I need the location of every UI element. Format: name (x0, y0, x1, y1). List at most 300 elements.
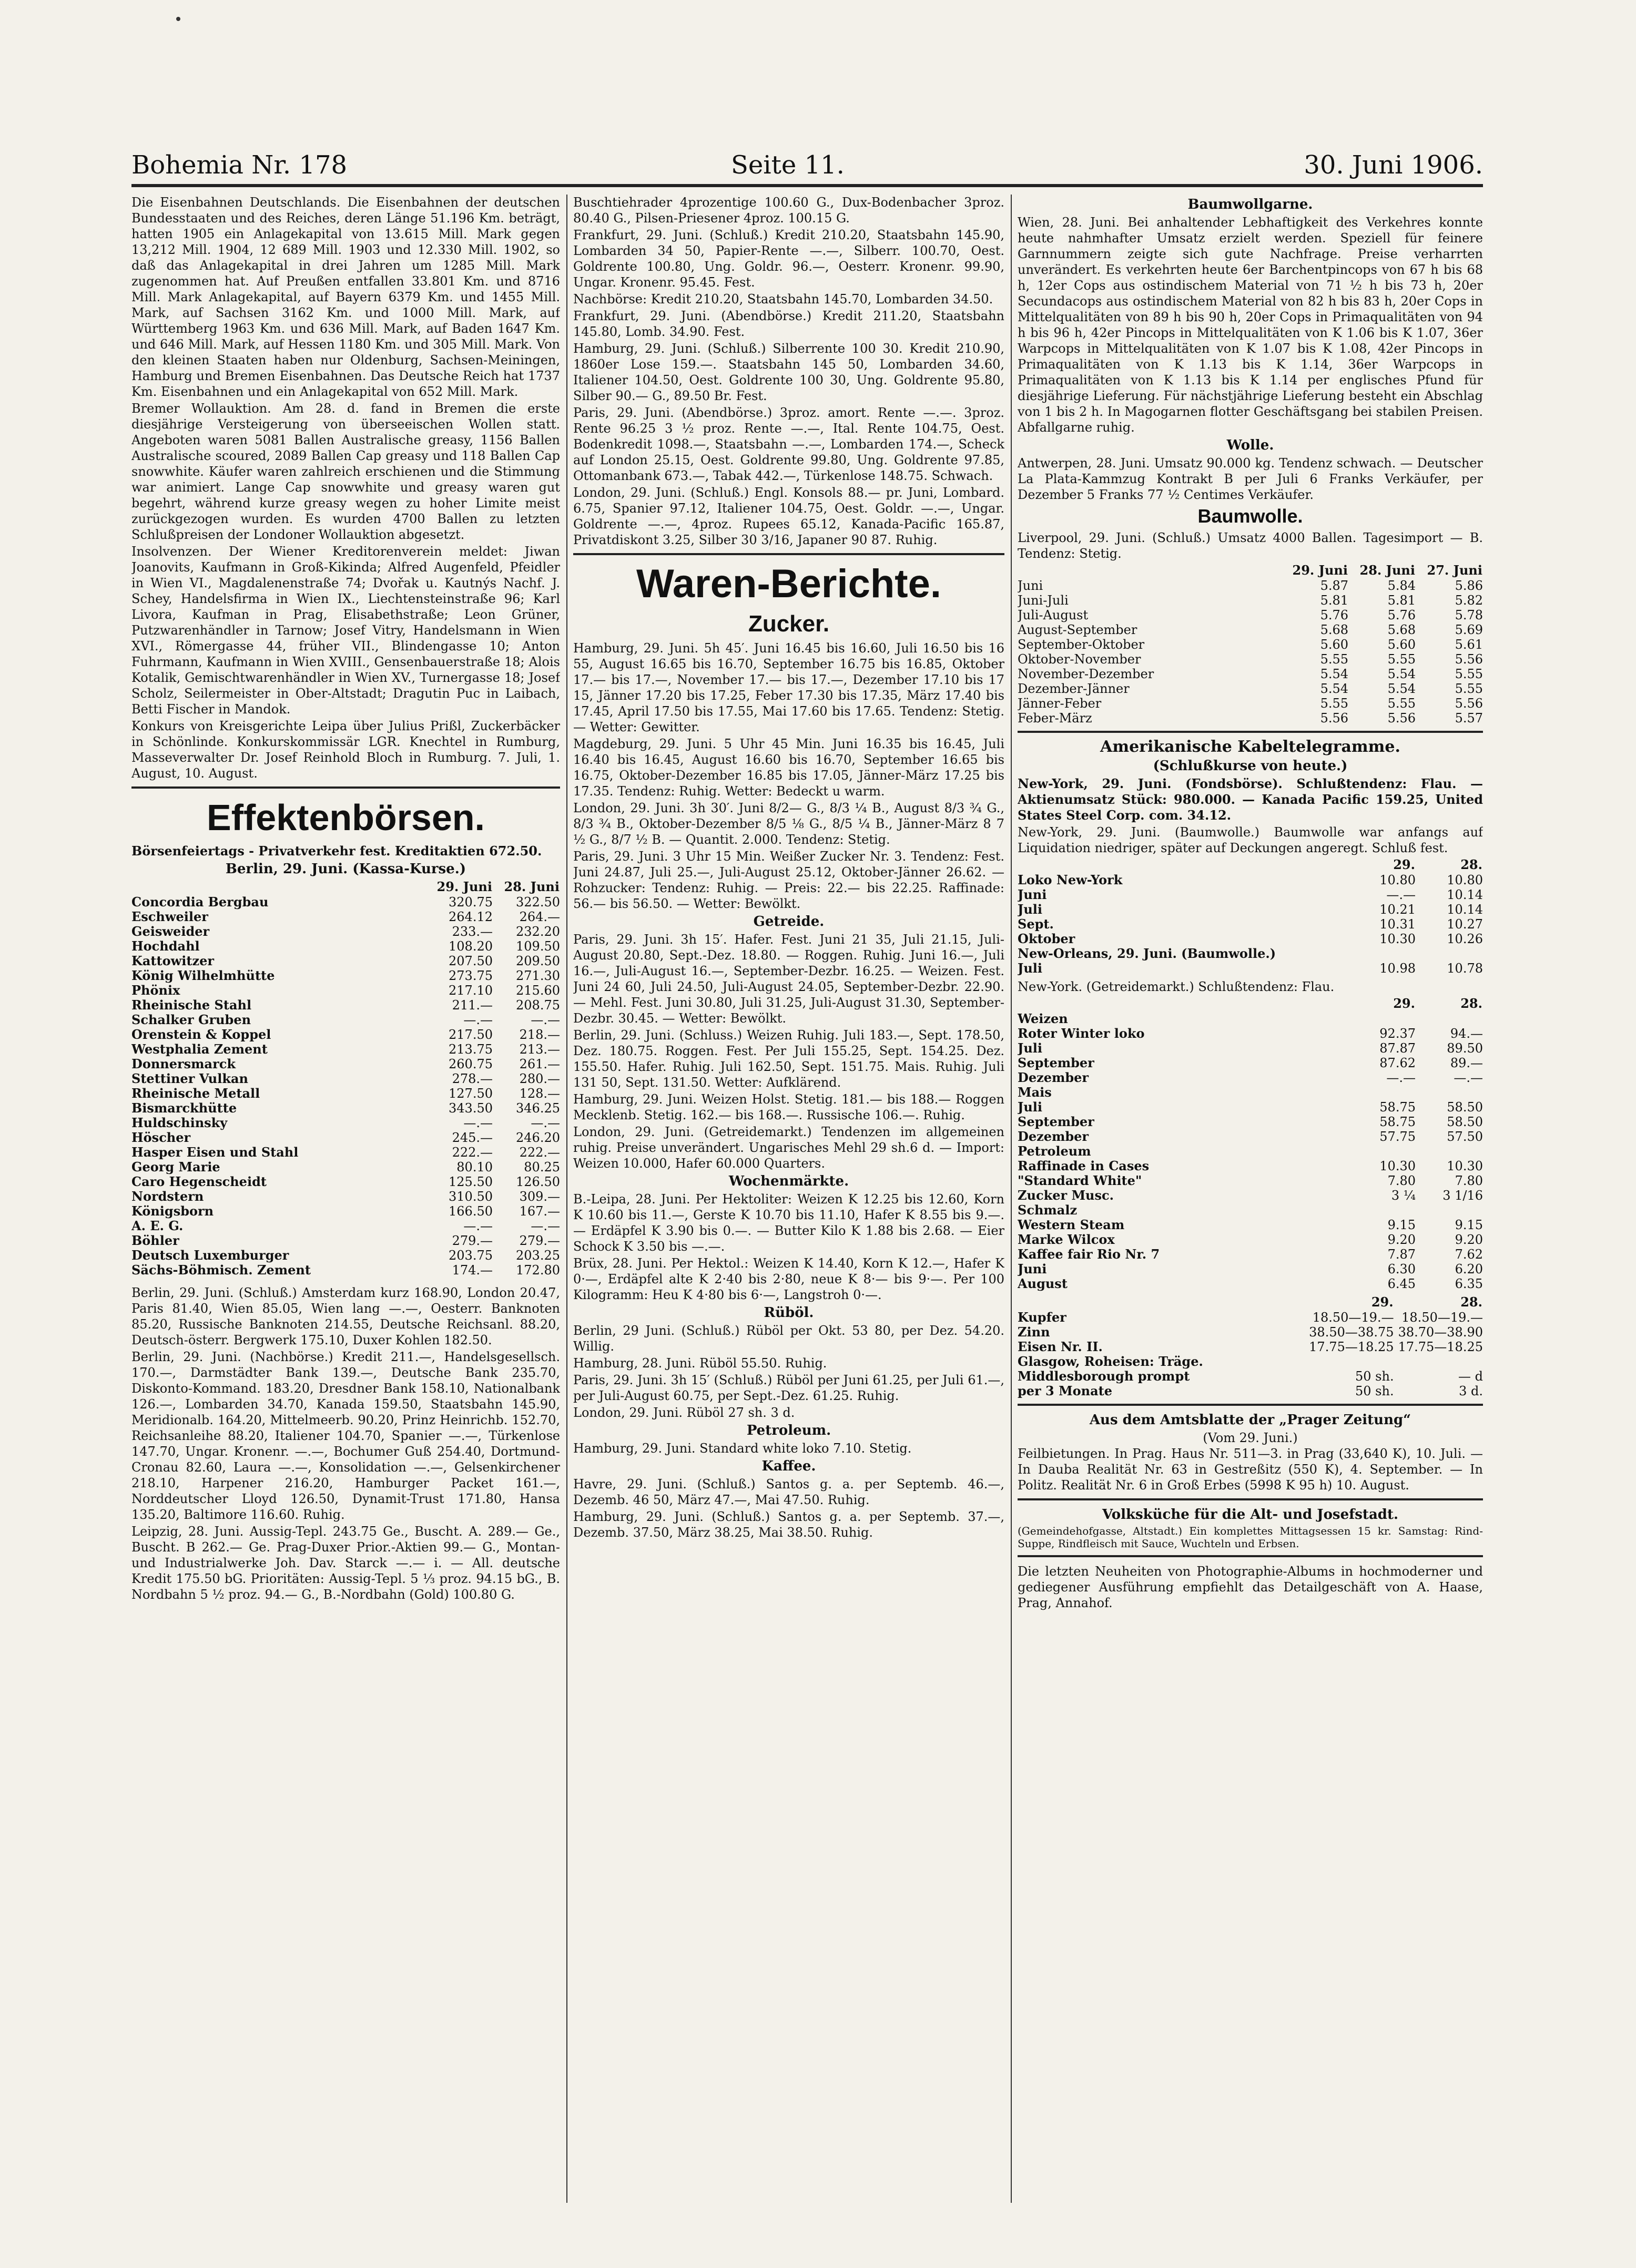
table-row (1018, 887, 1483, 902)
row-label: Zinn (1018, 1324, 1050, 1340)
row-value: 10.26 (1447, 932, 1483, 946)
petroleum-title: Petroleum. (746, 1423, 831, 1438)
row-label: Roter Winter loko (1018, 1026, 1145, 1041)
row-label: Western Steam (1018, 1217, 1125, 1232)
row-value: 125.50 (449, 1174, 493, 1189)
row-value: —.— (531, 1013, 560, 1027)
row-value: 58.50 (1447, 1100, 1483, 1115)
table-row (1018, 1276, 1483, 1291)
table-row (131, 1057, 560, 1071)
getreide-title: Getreide. (753, 914, 825, 929)
table-row (1018, 1056, 1483, 1070)
row-label: Höscher (131, 1130, 191, 1145)
table-row (131, 1027, 560, 1042)
row-value: — d (1458, 1369, 1483, 1384)
row-value: 5.86 (1455, 578, 1483, 593)
row-label: Nordstern (131, 1189, 204, 1204)
liverpool-report: Liverpool, 29. Juni. (Schluß.) Umsatz 4000 Ballen. Tagesimport — B. Tendenz: Stetig. (1018, 530, 1483, 561)
row-value: 128.— (519, 1086, 560, 1101)
row-value: 203.75 (449, 1248, 493, 1263)
row-label: Kaffee fair Rio Nr. 7 (1018, 1247, 1160, 1262)
table-row (1018, 1012, 1483, 1026)
section-rule (1018, 731, 1483, 733)
liverpool-table (1018, 563, 1483, 726)
row-value: 5.87 (1320, 578, 1348, 593)
row-label: Orenstein & Koppel (131, 1027, 271, 1042)
kabel-title: Amerikanische Kabeltelegramme. (1100, 738, 1400, 756)
table-row (1018, 1218, 1483, 1232)
table-row (1018, 637, 1483, 652)
table-row (1018, 873, 1483, 887)
row-label: Oktober (1018, 931, 1075, 946)
row-label: Kupfer (1018, 1310, 1066, 1325)
row-value: 343.50 (449, 1101, 493, 1116)
row-value: 10.30 (1379, 932, 1416, 946)
row-value: 310.50 (449, 1189, 493, 1204)
row-label: Juli (1018, 902, 1043, 917)
row-label: Geisweider (131, 924, 210, 939)
row-value: 264.— (519, 910, 560, 924)
row-label: "Standard White" (1018, 1173, 1142, 1188)
article-insolvenzen: Insolvenzen. Der Wiener Kreditorenverein meldet: Jiwan Joanovits, Kaufmann in Groß-Kikinda; Alfred Augenfeld, Pfeidler in Wien VI., Magdalenenstraße 74; Dvořak u. Kautnýs Nachf. J. Schey, Handelsfirma in Wien IX., Liechtensteinstraße 96; Karl Livora, Kaufman in Prag, Elisabethstraße; Leon Grüner, Putzwarenhändler in Tarnow; Josef Vitry, Handelsmann in Wien XVI., Römergasse 44, früher VII., Blindengasse 10; Anton Fuhrmann, Kaufmann in Wien XVIII., Gensenbauerstraße 18; Alois Kotalik, Gemischtwarenhändler in Wien XV., Turnergasse 18; Josef Scholz, Seilermeister in Ober-Altstadt; Dragutin Puc in Laibach, Betti Fischer in Mandok. (131, 544, 560, 717)
row-value: 271.30 (516, 968, 560, 983)
row-value: 5.81 (1387, 593, 1416, 608)
berlin-nachboerse: Berlin, 29. Juni. (Nachbörse.) Kredit 211.—, Handelsgesellsch. 170.—, Darmstädter Bank 139.—, Deutsche Bank 235.70, Diskonto-Kommand. 183.20, Dresdner Bank 158.10, Nationalbank 126.—, Lombarden 34.70, Kanada 159.50, Staatsbahn 145.90, Meridionalb. 164.20, Mittelmeerb. 90.20, Prinz Heinrichb. 152.70, Reichsanleihe 88.20, Italiener 104.70, Spanier —.—, Türkenlose 147.70, Ungar. Kronenr. —.—, Bochumer Guß 254.40, Dortmund-Cronau 82.60, Laura —.—, Konsolidation —.—, Gelsenkirchener 218.10, Harpener 216.20, Hamburger Packet 161.—, Norddeutscher Lloyd 126.50, Dynamit-Trust 171.80, Hansa 135.20, Baltimore 116.60. Ruhig. (131, 1350, 560, 1522)
row-label: Phönix (131, 983, 180, 998)
row-label: Stettiner Vulkan (131, 1071, 248, 1086)
table-row (1018, 1041, 1483, 1056)
table-row (1018, 1369, 1483, 1384)
leipzig-report: Leipzig, 28. Juni. Aussig-Tepl. 243.75 Ge., Buscht. A. 289.— Ge., Buscht. B 262.— Ge. Prag-Duxer Prior.-Aktien 99.— G., Montan- und Industrialwerke Joh. Dav. Starck —.— i. — All. deutsche Kredit 175.50 bG. Prioritäten: Aussig-Tepl. 5 ⅓ proz. 94.15 bG., B. Nordbahn 5 ½ proz. 94.— G., B.-Nordbahn (Gold) 100.80 G. (131, 1524, 560, 1602)
col-head: 29. Juni (1292, 563, 1348, 578)
table-row (131, 895, 560, 910)
table-row (1018, 1340, 1483, 1354)
row-label: Middlesborough prompt (1018, 1368, 1190, 1384)
row-value: 278.— (452, 1071, 493, 1086)
table-row (1018, 902, 1483, 917)
ny-getreide-heading: New-York. (Getreidemarkt.) Schlußtendenz: Flau. (1018, 979, 1335, 994)
section-rule (1018, 1555, 1483, 1557)
row-label: Juni (1018, 1261, 1047, 1276)
row-value: 5.55 (1320, 696, 1348, 711)
row-value: 5.82 (1455, 593, 1483, 608)
row-label: Feber-März (1018, 711, 1092, 726)
row-value: 17.75—18.25 (1398, 1340, 1483, 1354)
row-label: Kattowitzer (131, 953, 214, 968)
amtsblatt-title: Aus dem Amtsblatte der „Prager Zeitung“ (1089, 1412, 1411, 1428)
row-value: 218.— (519, 1027, 560, 1042)
table-row (1018, 696, 1483, 711)
row-label: Donnersmarck (131, 1056, 236, 1071)
row-value: 6.35 (1455, 1276, 1483, 1291)
ny-baumwolle-table (1018, 857, 1483, 976)
row-label: Juni-Juli (1018, 593, 1069, 608)
table-row (131, 1013, 560, 1027)
boerse-item: Hamburg, 29. Juni. (Schluß.) Silberrente 100 30. Kredit 210.90, 1860er Lose 159.—. Staatsbahn 145 50, Lombarden 34.60, Italiener 104.50, Oest. Goldrente 100 30, Ung. Goldrente 95.80, Silber 90.— G., 89.50 Br. Fest. (573, 341, 1004, 403)
row-label: Böhler (131, 1233, 179, 1248)
row-label: Westphalia Zement (131, 1041, 268, 1057)
row-value: 203.25 (516, 1248, 560, 1263)
kabel-subtitle: (Schlußkurse von heute.) (1153, 758, 1348, 774)
table-row (1018, 1115, 1483, 1129)
boerse-item: Buschtiehrader 4prozentige 100.60 G., Dux-Bodenbacher 3proz. 80.40 G., Pilsen-Priesener 4proz. 100.15 G. (573, 195, 1004, 226)
boerse-item: London, 29. Juni. (Schluß.) Engl. Konsols 88.— pr. Juni, Lombard. 6.75, Spanier 97.12, Italiener 104.75, Oest. Goldr. —.—, Ungar. Goldrente —.—, 4proz. Rupees 65.12, Kanada-Pacific 165.87, Privatdiskont 3.25, Silber 30 3/16, Japaner 90 87. Ruhig. (573, 485, 1004, 547)
row-value: 5.54 (1387, 667, 1416, 681)
row-label: Sept. (1018, 916, 1054, 932)
row-value: 5.68 (1387, 622, 1416, 637)
row-value (1416, 946, 1483, 961)
table-row (131, 924, 560, 939)
volkskueche-title: Volksküche für die Alt- und Josefstadt. (1102, 1507, 1399, 1523)
row-value: 5.55 (1387, 696, 1416, 711)
row-value: 5.69 (1455, 622, 1483, 637)
row-label: Dezember (1018, 1129, 1089, 1144)
row-value: 174.— (452, 1263, 493, 1278)
table-row (131, 968, 560, 983)
zucker-report: Magdeburg, 29. Juni. 5 Uhr 45 Min. Juni 16.35 bis 16.45, Juli 16.40 bis 16.45, August 16.60 bis 16.70, September 16.65 bis 16.75, Oktober-Dezember 16.85 bis 17.05, Jänner-März 17.25 bis 17.35. Tendenz: Ruhig. Wetter: Bedeckt u warm. (573, 737, 1004, 799)
row-value: 5.55 (1320, 652, 1348, 667)
row-value (1305, 1354, 1394, 1369)
table-row (1018, 932, 1483, 946)
header-center: Seite 11. (731, 150, 845, 180)
row-value: 5.78 (1455, 608, 1483, 622)
column-3 (1018, 195, 1483, 2203)
row-label: Eschweiler (131, 909, 208, 924)
row-label: Juni (1018, 578, 1043, 593)
row-value: 126.50 (516, 1174, 560, 1189)
row-value: 3 d. (1459, 1384, 1483, 1398)
col-head: 28. (1460, 1294, 1482, 1310)
row-value: 5.60 (1387, 637, 1416, 652)
row-value: 10.27 (1447, 917, 1483, 932)
table-row (131, 939, 560, 954)
header-right: 30. Juni 1906. (1304, 150, 1483, 180)
row-value: 320.75 (449, 895, 493, 910)
row-label: Marke Wilcox (1018, 1232, 1115, 1247)
row-value: 5.56 (1455, 696, 1483, 711)
berlin-kassa-table (131, 879, 560, 1278)
row-value: 10.78 (1447, 961, 1483, 976)
row-value: 87.62 (1379, 1056, 1416, 1070)
row-value: 260.75 (449, 1057, 493, 1071)
row-label: September (1018, 1114, 1094, 1129)
boerse-item: Nachbörse: Kredit 210.20, Staatsbahn 145.70, Lombarden 34.50. (573, 292, 993, 307)
row-value: 10.31 (1379, 917, 1416, 932)
row-label: Juli (1018, 1099, 1043, 1115)
table-row (1018, 1262, 1483, 1276)
table-row (1018, 667, 1483, 681)
privatverkehr: Börsenfeiertags - Privatverkehr fest. Kreditaktien 672.50. (131, 843, 542, 859)
row-value: 38.70—38.90 (1398, 1325, 1483, 1340)
row-value: 58.50 (1447, 1115, 1483, 1129)
row-value: 5.55 (1387, 652, 1416, 667)
row-value (1348, 1012, 1416, 1026)
ny-getreide-table (1018, 996, 1483, 1291)
kabel-baumwolle: New-York, 29. Juni. (Baumwolle.) Baumwolle war anfangs auf Liquidation niedriger, später auf Deckungen angeregt. Schluß fest. (1018, 825, 1483, 855)
row-value (1416, 1012, 1483, 1026)
row-value: 208.75 (516, 998, 560, 1013)
row-value: 215.60 (516, 983, 560, 998)
row-value: 3 1/16 (1442, 1188, 1483, 1203)
print-mark (176, 17, 180, 21)
row-label: Juli-August (1018, 608, 1089, 622)
table-row (131, 1160, 560, 1174)
row-label: Juli (1018, 1040, 1043, 1056)
column-1 (131, 195, 560, 2203)
table-row (131, 1189, 560, 1204)
wochenmarkt-report: B.-Leipa, 28. Juni. Per Hektoliter: Weizen K 12.25 bis 12.60, Korn K 10.60 bis 11.—, Gerste K 10.70 bis 11.10, Hafer K 8.55 bis 9.—. — Erdäpfel K 3.90 bis 0.—. — Butter Kilo K 1.88 bis 2.68. — Eier Schock K 3.50 bis —.—. (573, 1192, 1004, 1254)
row-value: 7.62 (1455, 1247, 1483, 1262)
row-value: —.— (1454, 1070, 1483, 1085)
row-label: Dezember (1018, 1070, 1089, 1085)
row-label: Juli (1018, 961, 1043, 976)
table-row (1018, 593, 1483, 608)
row-value: 245.— (452, 1130, 493, 1145)
table-row (131, 1086, 560, 1101)
row-value: 109.50 (516, 939, 560, 954)
row-value: 217.10 (449, 983, 493, 998)
row-value: 5.56 (1387, 711, 1416, 726)
row-label: Loko New-York (1018, 872, 1123, 887)
table-row (131, 1233, 560, 1248)
article-eisenbahnen: Die Eisenbahnen Deutschlands. Die Eisenbahnen der deutschen Bundesstaaten und des Reiches, deren Länge 51.196 Km. beträgt, hatten 1905 ein Anlagekapital von 13.615 Mill. Mark gegen 13,212 Mill. 1904, 12 689 Mill. 1903 und 12.330 Mill. 1902, so daß das Anlagekapital in drei Jahren um 1285 Mill. Mark zugenommen hat. Auf Preußen entfallen 33.801 Km. und 8716 Mill. Mark Anlagekapital, auf Bayern 6379 Km. und 1455 Mill. Mark, auf Sachsen 3162 Km. und 1000 Mill. Mark, auf Württemberg 1963 Km. und 636 Mill. Mark, auf Baden 1647 Km. und 646 Mill. Mark, auf Hessen 1180 Km. und 305 Mill. Mark. Von den kleinen Staaten haben nur Oldenburg, Sachsen-Meiningen, Hamburg und Bremen Eisenbahnen. Das Deutsche Reich hat 1737 Km. Eisenbahnen und ein Anlagekapital von 652 Mill. Mark. (131, 195, 560, 399)
row-label: Weizen (1018, 1011, 1068, 1026)
row-value: —.— (531, 1116, 560, 1130)
row-label: Hasper Eisen und Stahl (131, 1145, 299, 1160)
table-row (131, 1130, 560, 1145)
row-value: 7.87 (1387, 1247, 1416, 1262)
row-value: 10.80 (1379, 873, 1416, 887)
getreide-report: Hamburg, 29. Juni. Weizen Holst. Stetig. 181.— bis 188.— Roggen Mecklenb. Stetig. 162.— bis 168.—. Russische 106.—. Ruhig. (573, 1092, 1004, 1122)
row-value: 7.80 (1455, 1173, 1483, 1188)
row-value: 87.87 (1379, 1041, 1416, 1056)
col-head: 28. Juni (1359, 563, 1415, 578)
row-value: 222.— (452, 1145, 493, 1160)
row-label: November-Dezember (1018, 667, 1154, 681)
column-divider (566, 195, 567, 2203)
table-row (1018, 1100, 1483, 1115)
table-row (1018, 622, 1483, 637)
row-value: 9.15 (1455, 1218, 1483, 1232)
section-rule (131, 786, 560, 789)
row-value: 38.50—38.75 (1309, 1325, 1394, 1340)
row-value: 279.— (452, 1233, 493, 1248)
col-head: 29. (1393, 857, 1415, 872)
row-label: August (1018, 1276, 1068, 1291)
row-value: 80.25 (524, 1160, 560, 1174)
table-row (1018, 608, 1483, 622)
table-row (131, 1174, 560, 1189)
row-value: 5.55 (1455, 681, 1483, 696)
row-value: 89.50 (1447, 1041, 1483, 1056)
berlin-schluss: Berlin, 29. Juni. (Schluß.) Amsterdam kurz 168.90, London 20.47, Paris 81.40, Wien 85.05, Wien lang —.—, Oesterr. Banknoten 85.20, Russische Banknoten 214.55, Deutsche Reichsanl. 88.20, Deutsch-österr. Bergwerk 175.10, Duxer Kohlen 182.50. (131, 1285, 560, 1347)
row-value: 127.50 (449, 1086, 493, 1101)
row-value: 209.50 (516, 954, 560, 968)
row-label: Schalker Gruben (131, 1012, 251, 1027)
table-row (131, 1101, 560, 1116)
table-row (1018, 1129, 1483, 1144)
row-label: Huldschinsky (131, 1115, 228, 1130)
table-row (1018, 1173, 1483, 1188)
table-row (131, 998, 560, 1013)
row-value: 5.55 (1455, 667, 1483, 681)
zucker-report: London, 29. Juni. 3h 30′. Juni 8/2— G., 8/3 ¼ B., August 8/3 ¾ G., 8/3 ¾ B., Oktober-Dezember 8/5 ⅛ G., 8/5 ¼ B., Jänner-März 8 7 ½ G., 8/7 ½ B. — Quantit. 2.000. Tendenz: Stetig. (573, 801, 1004, 847)
row-label: Raffinade in Cases (1018, 1158, 1150, 1173)
table-row (1018, 1188, 1483, 1203)
table-row (1018, 917, 1483, 932)
table-row (131, 983, 560, 998)
col-head: 29. Juni (436, 879, 492, 894)
row-label: Petroleum (1018, 1143, 1091, 1159)
row-value: 5.57 (1455, 711, 1483, 726)
row-value: 273.75 (449, 968, 493, 983)
table-row (131, 1116, 560, 1130)
row-value: 5.54 (1320, 681, 1348, 696)
neuheiten-ad: Die letzten Neuheiten von Photographie-Albums in hochmoderner und gediegener Ausführung empfiehlt das Detailgeschäft von A. Haase, Prag, Annahof. (1018, 1564, 1483, 1610)
rueboel-title: Rüböl. (764, 1305, 814, 1321)
kabel-fondsboerse: New-York, 29. Juni. (Fondsbörse). Schlußtendenz: Flau. — Aktienumsatz Stück: 980.000. — Kanada Pacific 159.25, United States Steel Corp. com. 34.12. (1018, 776, 1483, 823)
table-row (1018, 961, 1483, 976)
row-value: 50 sh. (1355, 1384, 1394, 1398)
row-label: Caro Hegenscheidt (131, 1174, 267, 1189)
row-value: —.— (531, 1219, 560, 1233)
row-value (1416, 1144, 1483, 1159)
row-value: 10.21 (1379, 902, 1416, 917)
row-value (1348, 1144, 1416, 1159)
row-value: 217.50 (449, 1027, 493, 1042)
article-konkurs: Konkurs von Kreisgerichte Leipa über Julius Prißl, Zuckerbäcker in Schönlinde. Konkurskommissär LGR. Knechtel in Rumburg, Masseverwalter Dr. Josef Reinhold Bloch in Rumburg. 7. Juli, 1. August, 10. August. (131, 719, 560, 781)
table-row (1018, 1085, 1483, 1100)
row-label: Eisen Nr. II. (1018, 1339, 1103, 1354)
row-value: 5.60 (1320, 637, 1348, 652)
row-value: 6.45 (1387, 1276, 1416, 1291)
section-rule (1018, 1498, 1483, 1500)
table-row (1018, 681, 1483, 696)
row-label: Schmalz (1018, 1202, 1078, 1218)
section-rule (573, 553, 1004, 555)
table-row (1018, 1354, 1483, 1369)
zucker-report: Hamburg, 29. Juni. 5h 45′. Juni 16.45 bis 16.60, Juli 16.50 bis 16 55, August 16.65 bis 16.70, September 16.75 bis 16.85, Oktober 17.— bis 17.—, November 17.— bis 17.—, Dezember 17.10 bis 17 15, Jänner 17.20 bis 17.25, Feber 17.30 bis 17.35, März 17.40 bis 17.45, April 17.50 bis 17.55, Mai 17.60 bis 17.65. Tendenz: Stetig. — Wetter: Gewitter. (573, 641, 1004, 734)
volkskueche-text: (Gemeindehofgasse, Altstadt.) Ein komplettes Mittagsessen 15 kr. Samstag: Rind-Suppe, Rindfleisch mit Sauce, Wuchteln und Erbsen. (1018, 1525, 1483, 1550)
table-row (1018, 946, 1483, 961)
header-left: Bohemia Nr. 178 (131, 150, 348, 180)
zucker-title: Zucker. (748, 611, 830, 637)
row-value: 89.— (1450, 1056, 1483, 1070)
table-row (131, 1248, 560, 1263)
row-value: 108.20 (449, 939, 493, 954)
berlin-kassa-heading: Berlin, 29. Juni. (Kassa-Kurse.) (225, 861, 466, 877)
getreide-report: Berlin, 29. Juni. (Schluss.) Weizen Ruhig. Juli 183.—, Sept. 178.50, Dez. 180.75. Roggen. Fest. Per Juli 155.25, Sept. 154.25. Dez. 155.50. Hafer. Ruhig. Juli 162.50, Sept. 151.75. Mais. Ruhig. Juli 131 50, Sept. 131.50. Wetter: Aufklärend. (573, 1028, 1004, 1090)
row-label: Deutsch Luxemburger (131, 1248, 289, 1263)
row-label: Dezember-Jänner (1018, 681, 1130, 696)
table-row (131, 1071, 560, 1086)
row-value: 213.— (519, 1042, 560, 1057)
page-header (131, 147, 1483, 187)
rueboel-report: Hamburg, 28. Juni. Rüböl 55.50. Ruhig. (573, 1356, 827, 1371)
row-value: 80.10 (456, 1160, 493, 1174)
row-label: Sächs-Böhmisch. Zement (131, 1262, 311, 1278)
wolle-report: Antwerpen, 28. Juni. Umsatz 90.000 kg. Tendenz schwach. — Deutscher La Plata-Kammzug Kontrakt B per Juli 6 Franks Verkäufer, per Dezember 5 Franks 77 ½ Centimes Verkäufer. (1018, 456, 1483, 502)
row-value: 5.84 (1387, 578, 1416, 593)
kaffee-report: Hamburg, 29. Juni. (Schluß.) Santos g. a. per Septemb. 37.—, Dezemb. 37.50, März 38.25, Mai 38.50. Ruhig. (573, 1509, 1004, 1540)
row-value: 280.— (519, 1071, 560, 1086)
row-value: 9.20 (1387, 1232, 1416, 1247)
row-label: August-September (1018, 622, 1137, 637)
row-value: 57.50 (1447, 1129, 1483, 1144)
row-label: Mais (1018, 1085, 1052, 1100)
kaffee-title: Kaffee. (761, 1458, 816, 1474)
row-value: —.— (1386, 1070, 1416, 1085)
row-value: —.— (463, 1219, 493, 1233)
row-value: 3 ¼ (1391, 1188, 1416, 1203)
row-label: A. E. G. (131, 1218, 184, 1233)
row-label: Georg Marie (131, 1159, 220, 1174)
row-value (1416, 1203, 1483, 1218)
table-row (131, 954, 560, 968)
row-value: 18.50—19.— (1401, 1310, 1483, 1325)
col-head: 28. Juni (504, 879, 560, 894)
table-row (1018, 652, 1483, 667)
row-label: Zucker Musc. (1018, 1188, 1114, 1203)
row-value (1348, 1203, 1416, 1218)
row-value: 10.30 (1447, 1159, 1483, 1173)
petroleum-report: Hamburg, 29. Juni. Standard white loko 7.10. Stetig. (573, 1441, 912, 1456)
table-row (1018, 1232, 1483, 1247)
table-row (1018, 1070, 1483, 1085)
rueboel-report: London, 29. Juni. Rüböl 27 sh. 3 d. (573, 1405, 795, 1420)
row-label: September (1018, 1055, 1094, 1070)
row-value: 5.56 (1455, 652, 1483, 667)
table-row (1018, 1159, 1483, 1173)
row-value: 17.75—18.25 (1309, 1340, 1394, 1354)
row-value: 232.20 (516, 924, 560, 939)
table-row (1018, 1144, 1483, 1159)
col-head: 28. (1460, 857, 1482, 872)
row-value: 309.— (519, 1189, 560, 1204)
row-value: 172.80 (516, 1263, 560, 1278)
row-label: Jänner-Feber (1018, 696, 1102, 711)
row-value: 10.14 (1447, 887, 1483, 902)
row-value: 207.50 (449, 954, 493, 968)
row-label: per 3 Monate (1018, 1383, 1113, 1398)
boerse-item: Paris, 29. Juni. (Abendbörse.) 3proz. amort. Rente —.—. 3proz. Rente 96.25 3 ½ proz. Rente —.—, Ital. Rente 104.75, Oest. Bodenkredit 1098.—, Staatsbahn —.—, Lombarden 174.—, Scheck auf London 25.15, Oest. Goldrente 99.80, Ung. Goldrente 97.85, Ottomanbank 673.—, Tabak 442.—, Türkenlose 148.75. Schwach. (573, 405, 1004, 483)
row-value: 5.81 (1320, 593, 1348, 608)
row-label: Rheinische Metall (131, 1086, 260, 1101)
amtsblatt-text: Feilbietungen. In Prag. Haus Nr. 511—3. in Prag (33,640 K), 10. Juli. — In Dauba Realität Nr. 63 in Gestreßitz (550 K), 4. September. — In Politz. Realität Nr. 6 in Groß Erbes (5998 K 95 h) 10. August. (1018, 1446, 1483, 1493)
table-row (1018, 711, 1483, 726)
row-value: 5.61 (1455, 637, 1483, 652)
table-row (131, 1042, 560, 1057)
rueboel-report: Paris, 29. Juni. 3h 15′ (Schluß.) Rüböl per Juni 61.25, per Juli 61.—, per Juli-August 60.75, per Sept.-Dez. 61.25. Ruhig. (573, 1373, 1004, 1403)
table-row (131, 1219, 560, 1233)
kaffee-report: Havre, 29. Juni. (Schluß.) Santos g. a. per Septemb. 46.—, Dezemb. 46 50, März 47.—, Mai 47.50. Ruhig. (573, 1477, 1004, 1507)
row-value: 94.— (1450, 1026, 1483, 1041)
effekten-title: Effektenbörsen. (207, 797, 485, 838)
table-row (1018, 1247, 1483, 1262)
row-value: 346.25 (516, 1101, 560, 1116)
wolle-title: Wolle. (1226, 437, 1274, 453)
row-value: 233.— (452, 924, 493, 939)
row-value: 58.75 (1379, 1100, 1416, 1115)
getreide-report: Paris, 29. Juni. 3h 15′. Hafer. Fest. Juni 21 35, Juli 21.15, Juli-August 20.80, Sept.-Dez. 18.80. — Roggen. Ruhig. Juni 16.—, Juli 16.—, Juli-August 16.—, September-Dezbr. 16.25. — Weizen. Fest. Juni 24 60, Juli 24.50, Juli-August 24.05, September-Dezbr. 22.90. — Mehl. Fest. Juni 30.80, Juli 31.25, Juli-August 31.30, September-Dezbr. 30.45. — Wetter: Bewölkt. (573, 932, 1004, 1026)
boerse-item: Frankfurt, 29. Juni. (Schluß.) Kredit 210.20, Staatsbahn 145.90, Lombarden 34 50, Papier-Rente —.—, Silberr. 100.70, Oest. Goldrente 100.80, Ung. Goldr. 96.—, Oesterr. Kronenr. 99.90, Ungar. Kronenr. 95.45. Fest. (573, 228, 1004, 290)
row-value: 9.20 (1455, 1232, 1483, 1247)
table-row (1018, 578, 1483, 593)
rueboel-report: Berlin, 29 Juni. (Schluß.) Rüböl per Okt. 53 80, per Dez. 54.20. Willig. (573, 1323, 1004, 1354)
row-value: 5.76 (1320, 608, 1348, 622)
row-value: 222.— (519, 1145, 560, 1160)
getreide-report: London, 29. Juni. (Getreidemarkt.) Tendenzen im allgemeinen ruhig. Preise unverändert. Ungarisches Mehl 29 sh.6 d. — Import: Weizen 10.000, Hafer 60.000 Quarters. (573, 1125, 1004, 1171)
